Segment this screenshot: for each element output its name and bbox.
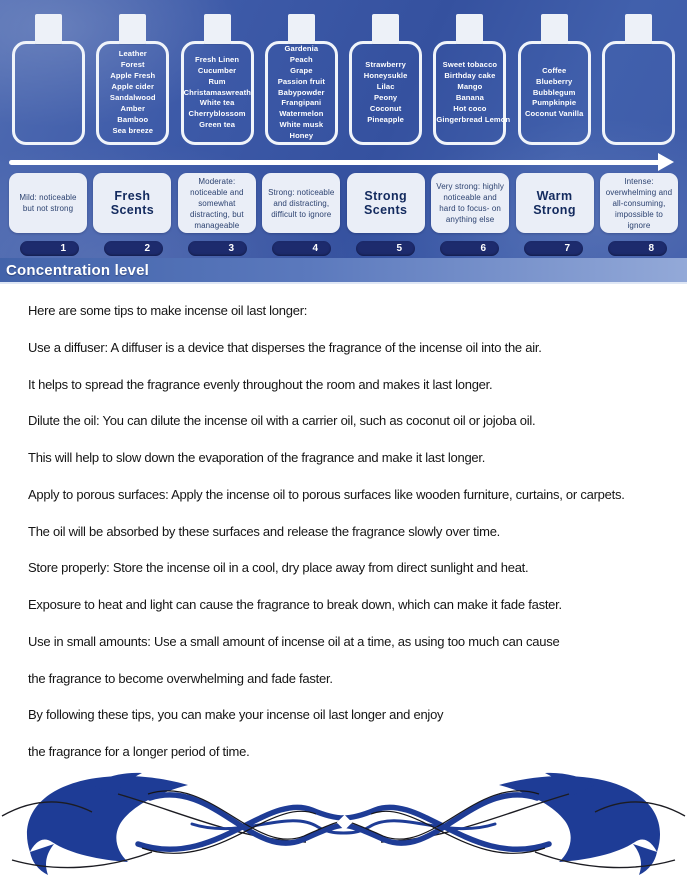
scent-name: Apple cider bbox=[111, 82, 155, 92]
scent-name: Leather bbox=[118, 49, 147, 59]
tip-line: The oil will be absorbed by these surfaces and release the fragrance slowly over time. bbox=[28, 523, 501, 539]
scent-name: Lilac bbox=[376, 82, 395, 92]
scent-name: Sandalwood bbox=[109, 93, 156, 102]
scent-name: Pineapple bbox=[367, 114, 405, 124]
scent-name: Amber bbox=[120, 103, 146, 113]
level-number: 8 bbox=[648, 243, 654, 254]
level-description: Strong: noticeable and distracting, difficult to ignore bbox=[268, 187, 335, 219]
tip-line: This will help to slow down the evaporation of the fragrance and make it last longer. bbox=[28, 450, 486, 465]
level-box-2 bbox=[93, 173, 171, 233]
level-box-3 bbox=[178, 173, 256, 233]
tip-line: Dilute the oil: You can dilute the incense oil with a carrier oil, such as coconut oil or jojoba oil. bbox=[28, 413, 536, 429]
scent-list bbox=[352, 60, 419, 125]
level-number: 4 bbox=[312, 243, 318, 254]
scent-name: Bubblegum bbox=[532, 87, 576, 97]
scent-name: Blueberry bbox=[536, 76, 573, 86]
scent-name: Babypowder bbox=[278, 87, 325, 97]
bottle-cap-icon bbox=[372, 14, 399, 44]
scent-name: Coconut bbox=[369, 103, 402, 113]
level-box-5 bbox=[347, 173, 425, 233]
scent-name: Sweet tobacco bbox=[442, 60, 498, 70]
level-number: 2 bbox=[144, 243, 150, 254]
perfume-bottle-1 bbox=[12, 14, 85, 159]
level-box-7 bbox=[516, 173, 594, 233]
bottle-body bbox=[96, 41, 169, 145]
perfume-bottle-7 bbox=[518, 14, 591, 159]
level-box-6 bbox=[431, 173, 509, 233]
scent-list bbox=[436, 60, 511, 125]
scent-name: Hot coco bbox=[453, 103, 487, 113]
concentration-strip bbox=[0, 258, 687, 282]
tip-line: the fragrance for a longer period of time. bbox=[28, 744, 250, 759]
scent-name: Forest bbox=[120, 60, 145, 70]
bottle-cap-icon bbox=[288, 14, 315, 44]
concentration-level-label: Concentration level bbox=[6, 261, 149, 279]
scent-name: White musk bbox=[279, 120, 324, 130]
level-number: 6 bbox=[480, 243, 486, 254]
scent-name: Gingerbread Lemon bbox=[436, 114, 511, 124]
level-description: Mild: noticeable but not strong bbox=[19, 193, 77, 213]
bottle-cap-icon bbox=[35, 14, 62, 44]
perfume-bottle-row bbox=[0, 14, 687, 159]
scent-name: Fresh Linen bbox=[194, 54, 240, 64]
scent-name: Apple Fresh bbox=[110, 71, 156, 81]
level-description: Warm Strong bbox=[533, 189, 576, 217]
scent-name: Honey bbox=[289, 131, 314, 141]
bottle-cap-icon bbox=[625, 14, 652, 44]
perfume-bottle-5 bbox=[349, 14, 422, 159]
perfume-bottle-3 bbox=[181, 14, 254, 159]
level-description-row bbox=[0, 173, 687, 233]
level-description: Intense: overwhelming and all-consuming, impossible to ignore bbox=[605, 176, 673, 230]
scent-name: Watermelon bbox=[279, 109, 324, 119]
scent-name: Grape bbox=[290, 65, 313, 75]
scent-name: Green tea bbox=[199, 120, 236, 130]
scent-name: Gardenia bbox=[284, 43, 319, 53]
flourish-right-half bbox=[343, 773, 685, 875]
scent-name: Sea breeze bbox=[112, 125, 154, 135]
level-number-pill-3 bbox=[188, 241, 247, 256]
level-number: 3 bbox=[228, 243, 234, 254]
perfume-bottle-4 bbox=[265, 14, 338, 159]
scent-name: Cucumber bbox=[197, 65, 237, 75]
scent-name: Passion fruit bbox=[277, 76, 325, 86]
scent-name: Cherryblossom bbox=[188, 109, 246, 119]
arrow-head-icon bbox=[658, 153, 674, 171]
scent-name: White tea bbox=[199, 98, 235, 108]
level-number: 1 bbox=[60, 243, 66, 254]
perfume-bottle-6 bbox=[433, 14, 511, 159]
scent-concentration-banner bbox=[0, 0, 687, 284]
tip-line: Exposure to heat and light can cause the fragrance to break down, which can make it fade faster. bbox=[28, 597, 562, 612]
scent-name: Bamboo bbox=[117, 114, 149, 124]
scent-name: Mango bbox=[457, 82, 483, 92]
level-box-8 bbox=[600, 173, 678, 233]
scent-name: Honeysukle bbox=[363, 71, 408, 81]
incense-tips-text bbox=[28, 293, 678, 771]
bottle-body bbox=[518, 41, 591, 145]
bottle-body bbox=[12, 41, 85, 145]
tribal-flourish-ornament bbox=[0, 772, 687, 878]
bottle-cap-icon bbox=[204, 14, 231, 44]
tip-line: It helps to spread the fragrance evenly throughout the room and makes it last longer. bbox=[28, 376, 493, 392]
bottle-body bbox=[602, 41, 675, 145]
scent-list bbox=[99, 49, 166, 136]
level-number-pill-6 bbox=[440, 241, 499, 256]
bottle-cap-icon bbox=[456, 14, 483, 44]
scent-name: Strawberry bbox=[365, 60, 406, 70]
perfume-bottle-2 bbox=[96, 14, 169, 159]
bottle-cap-icon bbox=[119, 14, 146, 44]
flourish-left-half bbox=[2, 773, 344, 875]
tip-line: Use a diffuser: A diffuser is a device that disperses the fragrance of the incense oil into the air. bbox=[28, 339, 542, 355]
scent-name: Rum bbox=[208, 76, 226, 86]
level-description: Very strong: highly noticeable and hard to focus- on anything else bbox=[436, 182, 504, 224]
level-number: 7 bbox=[564, 243, 570, 254]
level-number-pill-4 bbox=[272, 241, 331, 256]
perfume-bottle-8 bbox=[602, 14, 675, 159]
bottle-body bbox=[265, 41, 338, 145]
level-box-4 bbox=[262, 173, 340, 233]
level-description: Strong Scents bbox=[363, 189, 408, 217]
level-box-1 bbox=[9, 173, 87, 233]
scent-name: Coconut Vanilla bbox=[524, 109, 584, 119]
tip-line: Apply to porous surfaces: Apply the incense oil to porous surfaces like wooden furniture, curtains, or carpets. bbox=[28, 486, 625, 502]
scent-name: Birthday cake bbox=[444, 71, 496, 81]
scent-list bbox=[184, 55, 251, 131]
level-number: 5 bbox=[396, 243, 402, 254]
scent-name: Pumpkinpie bbox=[532, 98, 577, 108]
tip-line: Here are some tips to make incense oil last longer: bbox=[28, 303, 308, 318]
scent-name: Banana bbox=[455, 93, 484, 102]
scent-list bbox=[268, 44, 335, 142]
bottle-body bbox=[349, 41, 422, 145]
level-number-row bbox=[0, 241, 687, 257]
scent-name: Peony bbox=[373, 93, 398, 102]
scent-list bbox=[521, 66, 588, 121]
level-description: Fresh Scents bbox=[110, 189, 155, 217]
tip-line: the fragrance to become overwhelming and fade faster. bbox=[28, 670, 333, 686]
scent-name: Peach bbox=[289, 54, 313, 64]
scent-name: Frangipani bbox=[281, 98, 322, 108]
level-number-pill-8 bbox=[608, 241, 667, 256]
scent-name: Christamaswreath bbox=[183, 87, 251, 97]
tip-line: Store properly: Store the incense oil in a cool, dry place away from direct sunlight and heat. bbox=[28, 560, 529, 576]
level-number-pill-7 bbox=[524, 241, 583, 256]
bottle-body bbox=[181, 41, 254, 145]
bottle-cap-icon bbox=[541, 14, 568, 44]
level-number-pill-5 bbox=[356, 241, 415, 256]
tip-line: By following these tips, you can make your incense oil last longer and enjoy bbox=[28, 707, 444, 723]
bottle-body bbox=[433, 41, 511, 145]
tip-line: Use in small amounts: Use a small amount of incense oil at a time, as using too much can cause bbox=[28, 633, 560, 649]
arrow-line bbox=[9, 160, 661, 165]
level-number-pill-1 bbox=[20, 241, 79, 256]
level-description: Moderate: noticeable and somewhat distracting, but manageable bbox=[190, 176, 244, 230]
level-number-pill-2 bbox=[104, 241, 163, 256]
scent-name: Coffee bbox=[542, 65, 567, 75]
